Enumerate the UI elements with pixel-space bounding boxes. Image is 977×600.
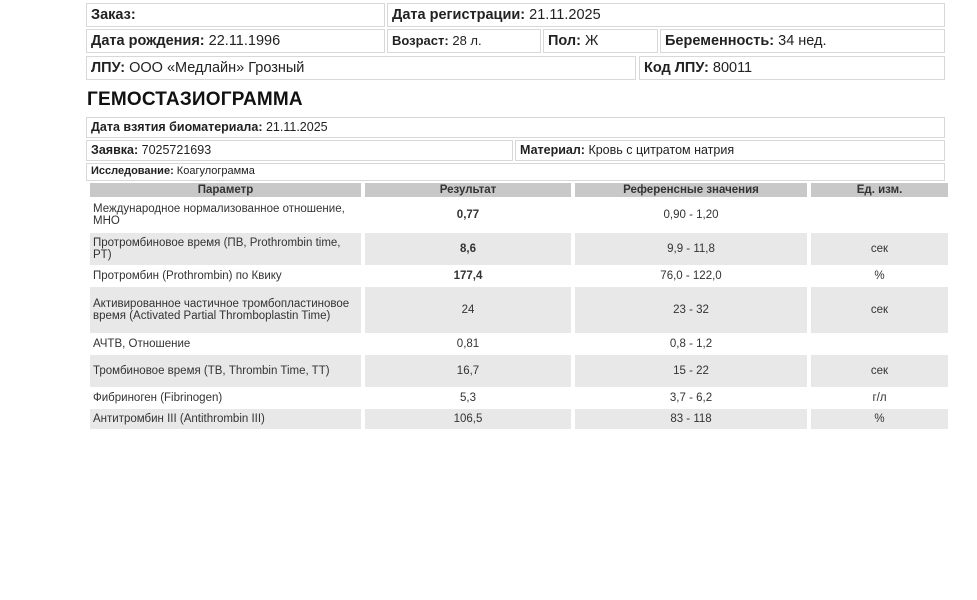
result-cell: 177,4 (453, 270, 483, 282)
header-result: Результат (365, 183, 571, 197)
table-row (90, 267, 948, 285)
order-label: Заказ: (91, 7, 136, 23)
unit-cell (811, 335, 948, 353)
birth-date-field (86, 29, 385, 53)
pregnancy-field (660, 29, 945, 53)
lpu-label: ЛПУ: (91, 60, 126, 76)
sample-date-label: Дата взятия биоматериала: (91, 120, 263, 134)
request-field (86, 140, 513, 161)
result-cell: 16,7 (365, 355, 571, 387)
registration-date-value: 21.11.2025 (529, 7, 601, 23)
lpu-value: ООО «Медлайн» Грозный (129, 60, 305, 76)
unit-cell: сек (811, 287, 948, 333)
table-row (90, 233, 948, 265)
birth-date-value: 22.11.1996 (208, 33, 281, 49)
param-cell: Фибриноген (Fibrinogen) (93, 392, 223, 404)
age-label: Возраст: (392, 33, 449, 48)
unit-cell (811, 199, 948, 231)
lpu-code-field (639, 56, 945, 80)
unit-cell: % (874, 270, 885, 282)
header-unit: Ед. изм. (811, 183, 948, 197)
reference-cell: 76,0 - 122,0 (660, 270, 722, 282)
report-title: ГЕМОСТАЗИОГРАММА (87, 89, 303, 110)
header-parameter: Параметр (90, 183, 361, 197)
sex-field (543, 29, 658, 53)
table-row (90, 355, 948, 387)
unit-cell: % (811, 409, 948, 429)
sample-date-value: 21.11.2025 (265, 120, 328, 134)
material-value: Кровь с цитратом натрия (588, 143, 735, 157)
results-table (86, 181, 952, 431)
reference-cell: 0,8 - 1,2 (669, 338, 713, 350)
study-value: Коагулограмма (176, 165, 255, 177)
study-field (86, 163, 945, 181)
param-cell: Антитромбин III (Antithrombin III) (90, 409, 361, 429)
unit-cell: сек (811, 233, 948, 265)
request-label: Заявка: (91, 143, 139, 157)
reference-cell: 15 - 22 (575, 355, 807, 387)
pregnancy-label: Беременность: (665, 33, 775, 49)
material-label: Материал: (520, 143, 585, 157)
result-cell: 0,81 (456, 338, 480, 350)
order-field (86, 3, 385, 27)
result-cell: 5,3 (460, 392, 476, 404)
table-row (90, 199, 948, 231)
result-cell: 24 (365, 287, 571, 333)
sample-date-field (86, 117, 945, 138)
registration-date-field (387, 3, 945, 27)
unit-cell: сек (811, 355, 948, 387)
registration-date-label: Дата регистрации: (392, 7, 526, 23)
table-row (90, 287, 948, 333)
lpu-field (86, 56, 636, 80)
param-cell: Активированное частичное тромбопластиновое время (Activated Partial Thromboplastin Time) (90, 287, 361, 333)
param-cell: Тромбиновое время (ТВ, Thrombin Time, TT) (90, 355, 361, 387)
param-cell: Международное нормализованное отношение, МНО (93, 203, 345, 227)
param-cell: Протромбиновое время (ПВ, Prothrombin time, PT) (90, 233, 361, 265)
table-row (90, 409, 948, 429)
table-row (90, 389, 948, 407)
pregnancy-value: 34 нед. (778, 33, 827, 49)
header-reference: Референсные значения (575, 183, 807, 197)
param-cell: Протромбин (Prothrombin) по Квику (93, 270, 282, 282)
material-field (515, 140, 945, 161)
param-cell: АЧТВ, Отношение (93, 338, 191, 350)
table-header-row (90, 183, 948, 197)
age-field (387, 29, 541, 53)
lpu-code-label: Код ЛПУ: (644, 60, 709, 76)
result-cell: 106,5 (365, 409, 571, 429)
result-cell: 8,6 (365, 233, 571, 265)
sex-value: Ж (585, 33, 599, 49)
result-cell: 0,77 (456, 209, 480, 221)
request-value: 7025721693 (141, 143, 212, 157)
unit-cell: г/л (872, 392, 887, 404)
birth-date-label: Дата рождения: (91, 33, 205, 49)
lpu-code-value: 80011 (712, 60, 753, 76)
reference-cell: 3,7 - 6,2 (669, 392, 713, 404)
reference-cell: 83 - 118 (575, 409, 807, 429)
reference-cell: 0,90 - 1,20 (663, 209, 719, 221)
reference-cell: 23 - 32 (575, 287, 807, 333)
sex-label: Пол: (548, 33, 581, 49)
reference-cell: 9,9 - 11,8 (575, 233, 807, 265)
age-value: 28 л. (452, 33, 482, 48)
table-row (90, 335, 948, 353)
study-label: Исследование: (91, 165, 174, 177)
